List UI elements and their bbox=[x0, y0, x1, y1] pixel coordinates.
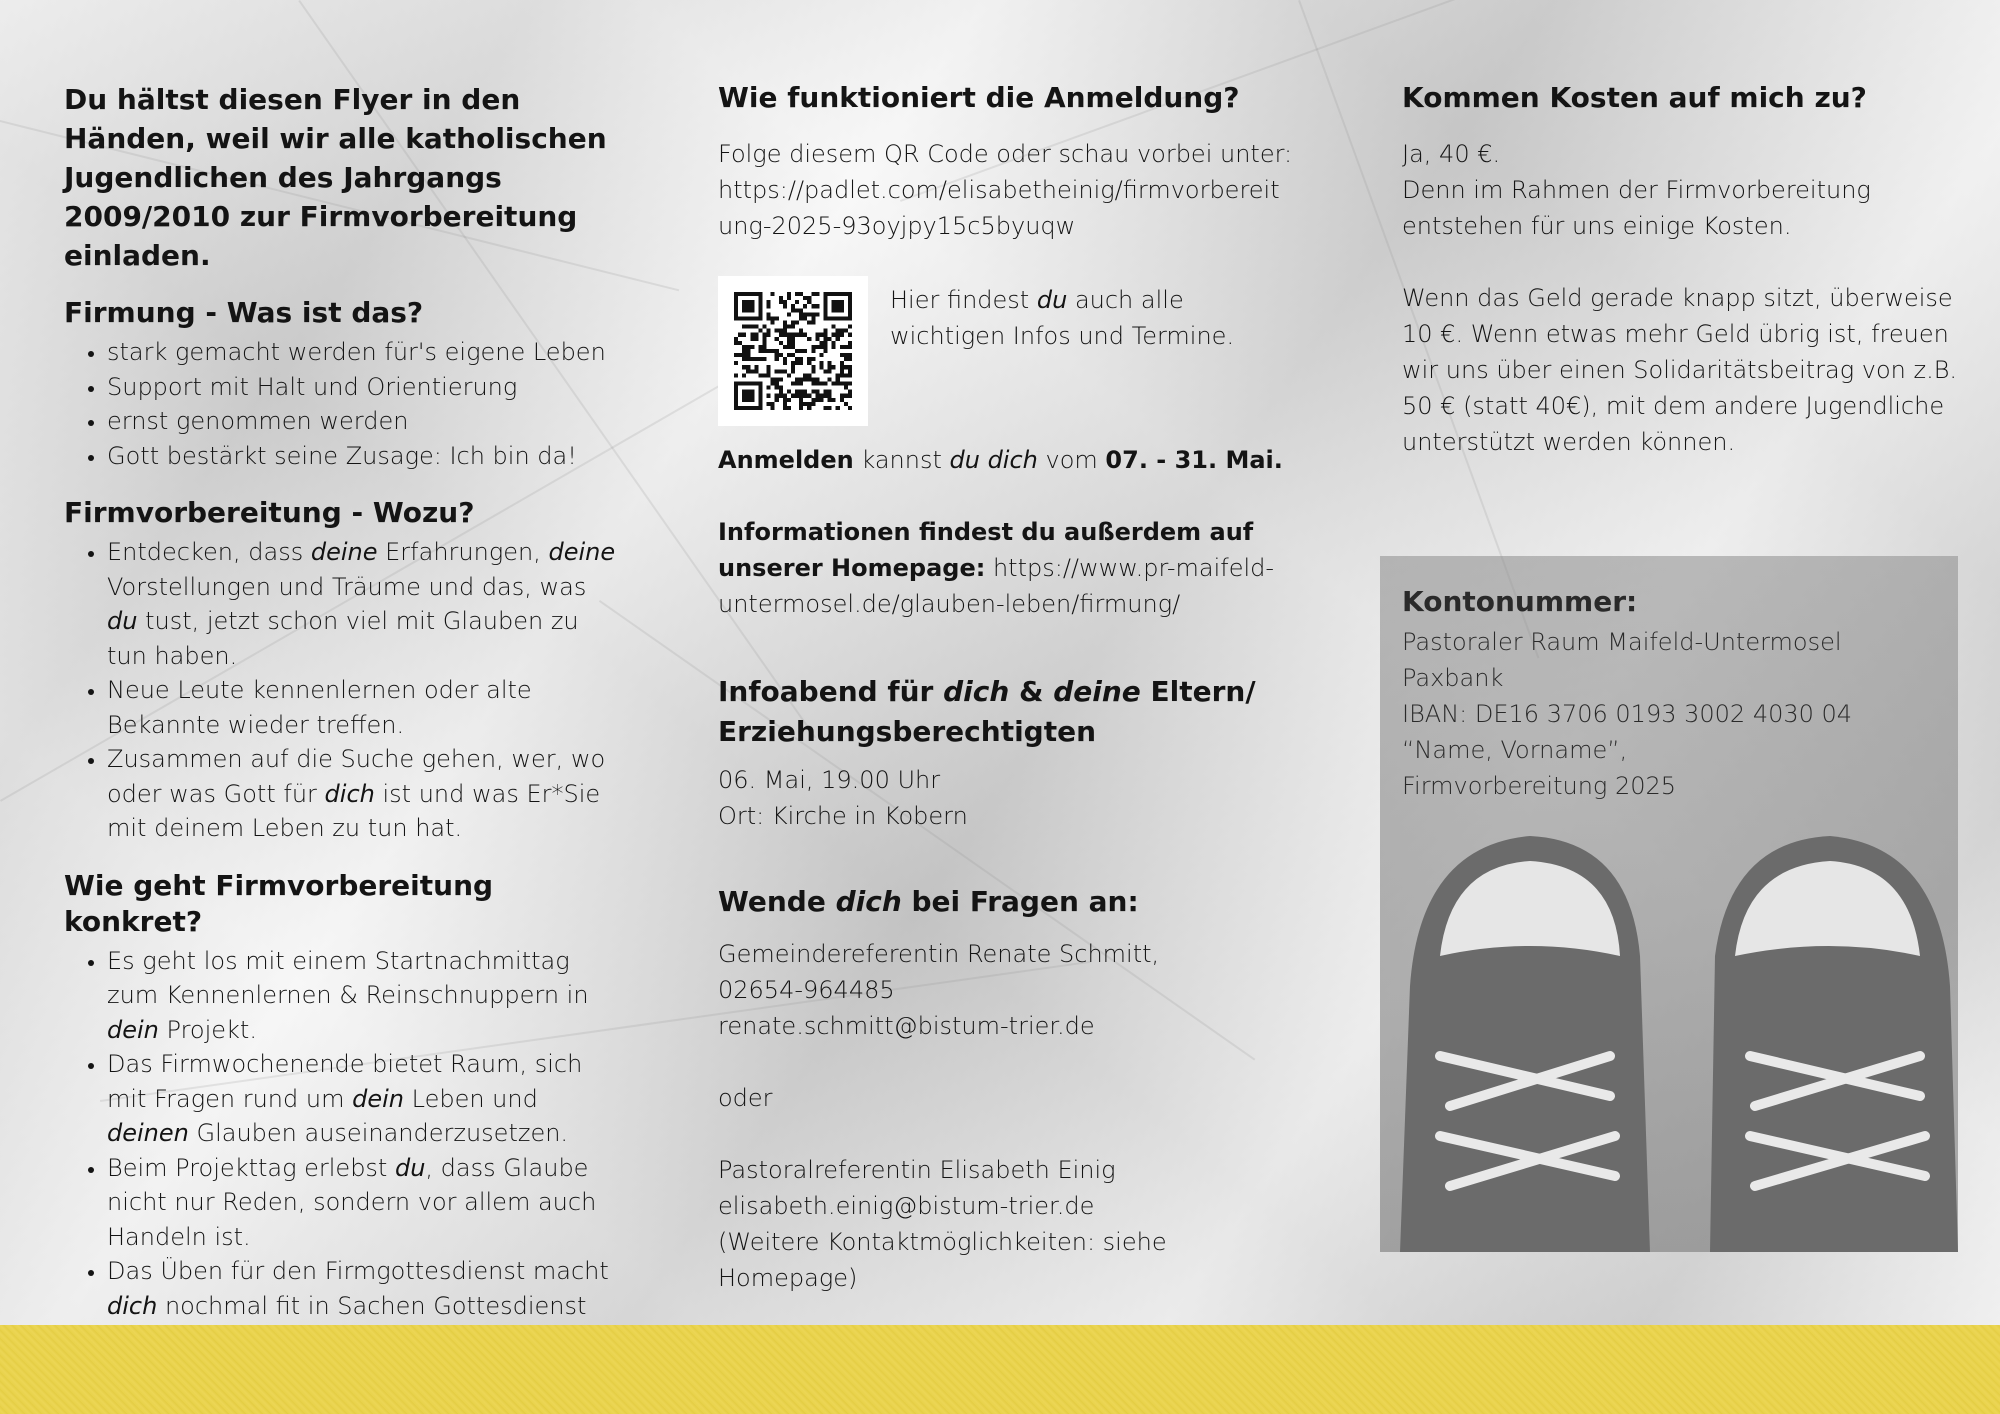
konto-line: “Name, Vorname”, bbox=[1402, 736, 1628, 764]
padlet-link-cont[interactable]: ung-2025-93oyjpy15c5byuqw bbox=[718, 212, 1076, 240]
infoabend-ort: Ort: Kirche in Kobern bbox=[718, 802, 968, 830]
konto-line: Firmvorbereitung 2025 bbox=[1402, 772, 1677, 800]
column-right bbox=[1402, 80, 1962, 460]
list-item: • Entdecken, dass deine Erfahrungen, deine Vorstellungen und Träume und das, was du tust, jetzt schon viel mit Glauben zu tun haben. bbox=[107, 535, 624, 673]
list-item: • Zusammen auf die Suche gehen, wer, wo oder was Gott für dich ist und was Er*Sie mit deinem Leben zu tun hat. bbox=[107, 742, 624, 846]
kosten-title: Kommen Kosten auf mich zu? bbox=[1402, 81, 1867, 114]
oder-text: oder bbox=[718, 1084, 773, 1112]
list-item: • stark gemacht werden für's eigene Leben bbox=[107, 335, 624, 370]
wozu-title: Firmvorbereitung - Wozu? bbox=[64, 496, 475, 529]
konto-line: Paxbank bbox=[1402, 664, 1504, 692]
infoabend-date: 06. Mai, 19.00 Uhr bbox=[718, 766, 941, 794]
firmung-list bbox=[64, 335, 624, 473]
column-middle bbox=[718, 80, 1298, 1296]
kosten-amount: Ja, 40 €. bbox=[1402, 140, 1501, 168]
list-item: • Das Firmwochenende bietet Raum, sich mit Fragen rund um dein Leben und deinen Glauben auseinanderzusetzen. bbox=[107, 1047, 624, 1151]
konkret-list bbox=[64, 944, 624, 1358]
sneakers-image bbox=[1380, 806, 1958, 1252]
konto-iban: IBAN: DE16 3706 0193 3002 4030 04 bbox=[1402, 700, 1853, 728]
contact2-name: Pastoralreferentin Elisabeth Einig bbox=[718, 1156, 1116, 1184]
homepage-link[interactable]: https://www.pr-maifeld-untermosel.de/glauben-leben/firmung/ bbox=[718, 554, 1275, 618]
konto-title: Kontonummer: bbox=[1402, 585, 1638, 618]
yellow-footer-band bbox=[0, 1325, 2000, 1414]
contact1-phone[interactable]: 02654-964485 bbox=[718, 976, 895, 1004]
kosten-reason: Denn im Rahmen der Firmvorbereitung entstehen für uns einige Kosten. bbox=[1402, 176, 1871, 240]
contact2-email[interactable]: elisabeth.einig@bistum-trier.de bbox=[718, 1192, 1095, 1220]
list-item: • Gott bestärkt seine Zusage: Ich bin da! bbox=[107, 439, 624, 474]
qr-hint: Hier findest du auch alle wichtigen Infos und Termine. bbox=[890, 286, 1235, 350]
anmeldung-text: Folge diesem QR Code oder schau vorbei unter: bbox=[718, 140, 1293, 168]
anmelden-line: Anmelden kannst du dich vom 07. - 31. Mai. bbox=[718, 446, 1283, 474]
contact1-name: Gemeindereferentin Renate Schmitt, bbox=[718, 940, 1160, 968]
list-item: • Es geht los mit einem Startnachmittag zum Kennenlernen & Reinschnuppern in dein Projekt. bbox=[107, 944, 624, 1048]
wozu-list bbox=[64, 535, 624, 846]
konkret-title: Wie geht Firmvorbereitung konkret? bbox=[64, 868, 494, 938]
kosten-solidarity: Wenn das Geld gerade knapp sitzt, überweise 10 €. Wenn etwas mehr Geld übrig ist, freuen wir uns über einen Solidaritätsbeitrag von z.B. 50 € (statt 40€), mit dem andere Jugendliche unterstützt werden können. bbox=[1402, 284, 1958, 456]
list-item: • Support mit Halt und Orientierung bbox=[107, 370, 624, 405]
infoabend-title: Infoabend für dich & deine Eltern/ Erziehungsberechtigten bbox=[718, 675, 1256, 748]
firmung-title: Firmung - Was ist das? bbox=[64, 296, 424, 329]
list-item: • Neue Leute kennenlernen oder alte Bekannte wieder treffen. bbox=[107, 673, 624, 742]
homepage-info: Informationen findest du außerdem auf unserer Homepage: https://www.pr-maifeld-untermosel.de/glauben-leben/firmung/ bbox=[718, 518, 1275, 618]
konto-line: Pastoraler Raum Maifeld-Untermosel bbox=[1402, 628, 1842, 656]
column-left bbox=[64, 80, 624, 1358]
qr-code-icon[interactable] bbox=[718, 276, 868, 426]
list-item: • Beim Projekttag erlebst du, dass Glaube nicht nur Reden, sondern vor allem auch Handeln ist. bbox=[107, 1151, 624, 1255]
bank-details bbox=[1402, 584, 1852, 804]
qr-row bbox=[718, 276, 1298, 426]
list-item: • Das Üben für den Firmgottesdienst macht dich nochmal fit in Sachen Gottesdienst bbox=[107, 1254, 624, 1358]
contact1-email[interactable]: renate.schmitt@bistum-trier.de bbox=[718, 1012, 1095, 1040]
wende-title: Wende dich bei Fragen an: bbox=[718, 885, 1139, 918]
anmeldung-title: Wie funktioniert die Anmeldung? bbox=[718, 81, 1240, 114]
bank-details-box bbox=[1380, 556, 1958, 1252]
contact2-more: (Weitere Kontaktmöglichkeiten: siehe Homepage) bbox=[718, 1228, 1167, 1292]
list-item: • ernst genommen werden bbox=[107, 404, 624, 439]
intro-text: Du hältst diesen Flyer in den Händen, weil wir alle katholischen Jugendlichen des Jahrgangs 2009/2010 zur Firmvorbereitung einladen. bbox=[64, 83, 607, 272]
padlet-link[interactable]: https://padlet.com/elisabetheinig/firmvorbereit bbox=[718, 176, 1280, 204]
